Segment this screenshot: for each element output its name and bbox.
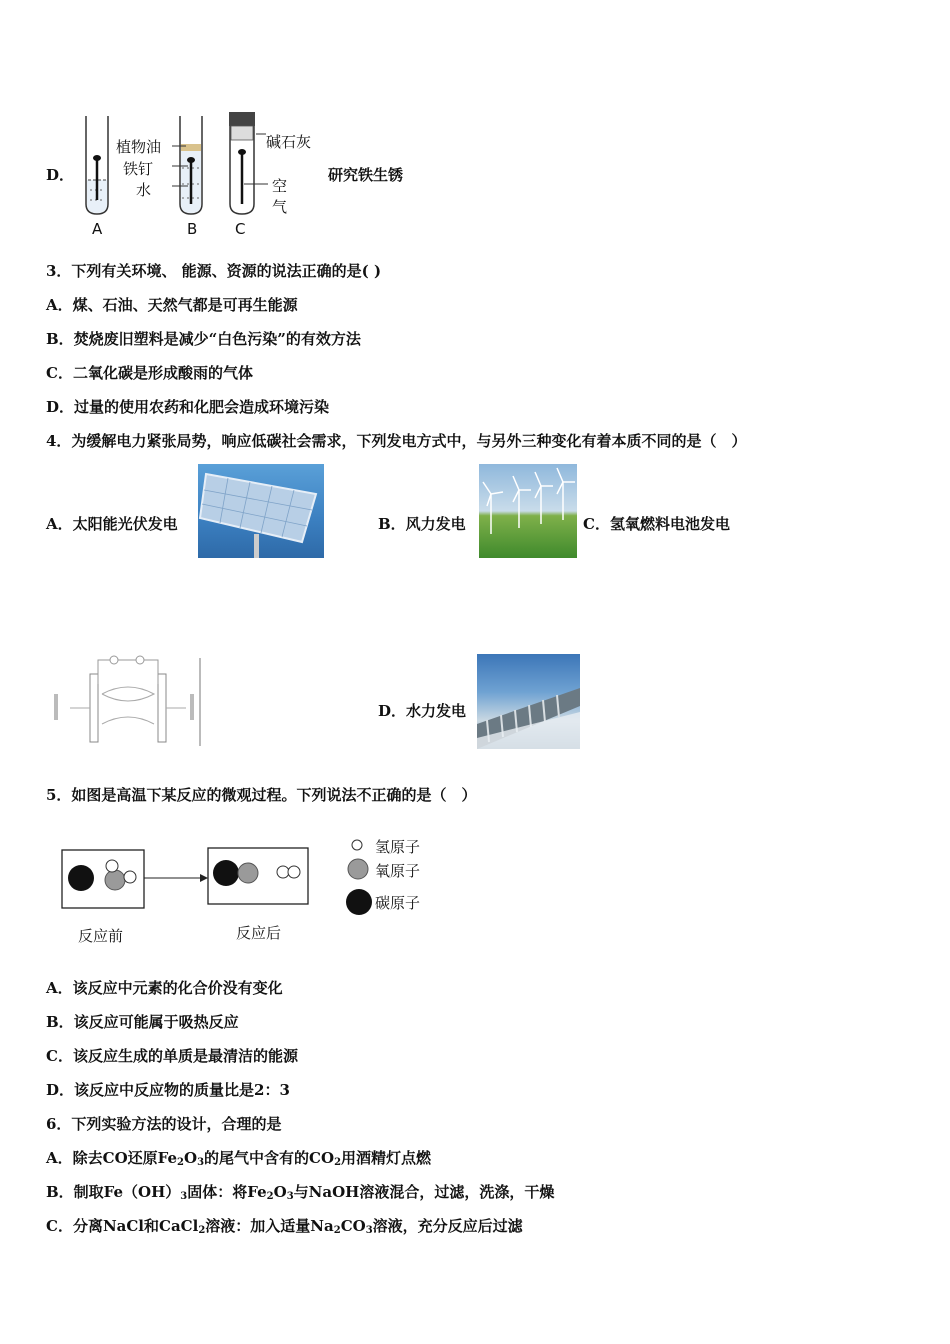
hydro-dam-image xyxy=(477,654,580,749)
q6-option-b xyxy=(46,1182,554,1202)
label-veg-oil: 植物油 xyxy=(116,138,162,156)
q6b-part2: 固体：将Fe xyxy=(187,1183,267,1201)
legend-oxygen-label: 氧原子 xyxy=(375,862,421,880)
hydrogen-atom xyxy=(106,860,118,872)
q3-option-a: A．煤、石油、天然气都是可再生能源 xyxy=(46,296,298,314)
legend-hydrogen-label: 氢原子 xyxy=(375,838,421,856)
oxygen-atom xyxy=(105,870,125,890)
q4-option-d: D．水力发电 xyxy=(378,702,467,720)
q4-stem: 4．为缓解电力紧张局势，响应低碳社会需求，下列发电方式中，与另外三种变化有着本质不同的是（ ） xyxy=(46,432,747,450)
q6b-part1: B．制取Fe（OH） xyxy=(46,1183,181,1201)
legend-hydrogen-icon xyxy=(352,840,362,850)
q2d-caption: 研究铁生锈 xyxy=(328,166,404,184)
label-air-2: 气 xyxy=(272,198,288,216)
q6b-sub2: 2 xyxy=(266,1191,274,1202)
q6c-sub1: 2 xyxy=(198,1225,206,1236)
q6a-part1: A．除去CO还原Fe xyxy=(46,1149,178,1167)
q6a-part3: 的尾气中含有的CO xyxy=(204,1149,335,1167)
q6-option-a xyxy=(46,1148,431,1168)
label-water: 水 xyxy=(136,181,152,199)
q3-option-c: C．二氧化碳是形成酸雨的气体 xyxy=(46,364,253,382)
oxygen-atom xyxy=(238,863,258,883)
label-tube-c: C xyxy=(235,220,246,238)
q2d-option-label: D． xyxy=(46,166,75,184)
q6b-sub1: 3 xyxy=(180,1191,188,1202)
iron-rust-tubes-figure xyxy=(76,108,326,240)
q6b-part3: O xyxy=(273,1183,287,1201)
tube-a xyxy=(86,116,108,214)
q3-option-d: D．过量的使用农药和化肥会造成环境污染 xyxy=(46,398,330,416)
legend-carbon-icon xyxy=(346,889,372,915)
q6b-part4: 与NaOH溶液混合，过滤，洗涤，干燥 xyxy=(293,1183,555,1201)
q5-option-d: D．该反应中反应物的质量比是2：3 xyxy=(46,1081,290,1099)
q3-option-b: B．焚烧废旧塑料是减少“白色污染”的有效方法 xyxy=(46,330,361,348)
q6c-part3: CO xyxy=(340,1217,366,1235)
tube-c xyxy=(229,112,255,214)
before-label: 反应前 xyxy=(78,927,124,945)
q6c-sub3: 3 xyxy=(365,1225,373,1236)
q5-option-a: A．该反应中元素的化合价没有变化 xyxy=(46,979,283,997)
q6a-sub1: 2 xyxy=(177,1157,184,1168)
legend-carbon-label: 碳原子 xyxy=(375,894,421,912)
after-label: 反应后 xyxy=(236,924,282,942)
q6a-sub2: 3 xyxy=(197,1157,205,1168)
q6a-part2: O xyxy=(184,1149,198,1167)
q6c-sub2: 2 xyxy=(333,1225,341,1236)
solar-panel-image xyxy=(198,464,324,558)
label-tube-a: A xyxy=(92,220,103,238)
label-tube-b: B xyxy=(187,220,198,238)
q5-stem: 5．如图是高温下某反应的微观过程。下列说法不正确的是（ ） xyxy=(46,786,477,804)
hydrogen-atom xyxy=(124,871,136,883)
q4-option-c: C．氢氧燃料电池发电 xyxy=(583,515,730,533)
q5-option-b: B．该反应可能属于吸热反应 xyxy=(46,1013,239,1031)
q4-option-b: B．风力发电 xyxy=(378,515,466,533)
q6c-part2: 溶液：加入适量Na xyxy=(205,1217,334,1235)
hydrogen-atom xyxy=(288,866,300,878)
q4-option-a: A．太阳能光伏发电 xyxy=(46,515,178,533)
q6c-part1: C．分离NaCl和CaCl xyxy=(46,1217,199,1235)
q5-option-c: C．该反应生成的单质是最清洁的能源 xyxy=(46,1047,298,1065)
q6a-part4: 用酒精灯点燃 xyxy=(341,1149,432,1167)
fuel-cell-diagram xyxy=(50,654,206,748)
carbon-atom xyxy=(68,865,94,891)
label-iron-nail: 铁钉 xyxy=(123,160,154,178)
carbon-atom xyxy=(213,860,239,886)
q6-option-c xyxy=(46,1216,523,1236)
tube-b xyxy=(180,116,202,214)
q3-stem: 3．下列有关环境、 能源、资源的说法正确的是( ) xyxy=(46,262,382,280)
q6-stem: 6．下列实验方法的设计，合理的是 xyxy=(46,1115,282,1133)
wind-turbine-image xyxy=(479,464,577,558)
legend-oxygen-icon xyxy=(348,859,368,879)
q6a-sub3: 2 xyxy=(334,1157,342,1168)
hydrogen-atom xyxy=(277,866,289,878)
q6b-sub3: 3 xyxy=(286,1191,294,1202)
q6c-part4: 溶液，充分反应后过滤 xyxy=(372,1217,523,1235)
label-soda-lime: 碱石灰 xyxy=(266,133,312,151)
label-air-1: 空 xyxy=(272,177,288,195)
